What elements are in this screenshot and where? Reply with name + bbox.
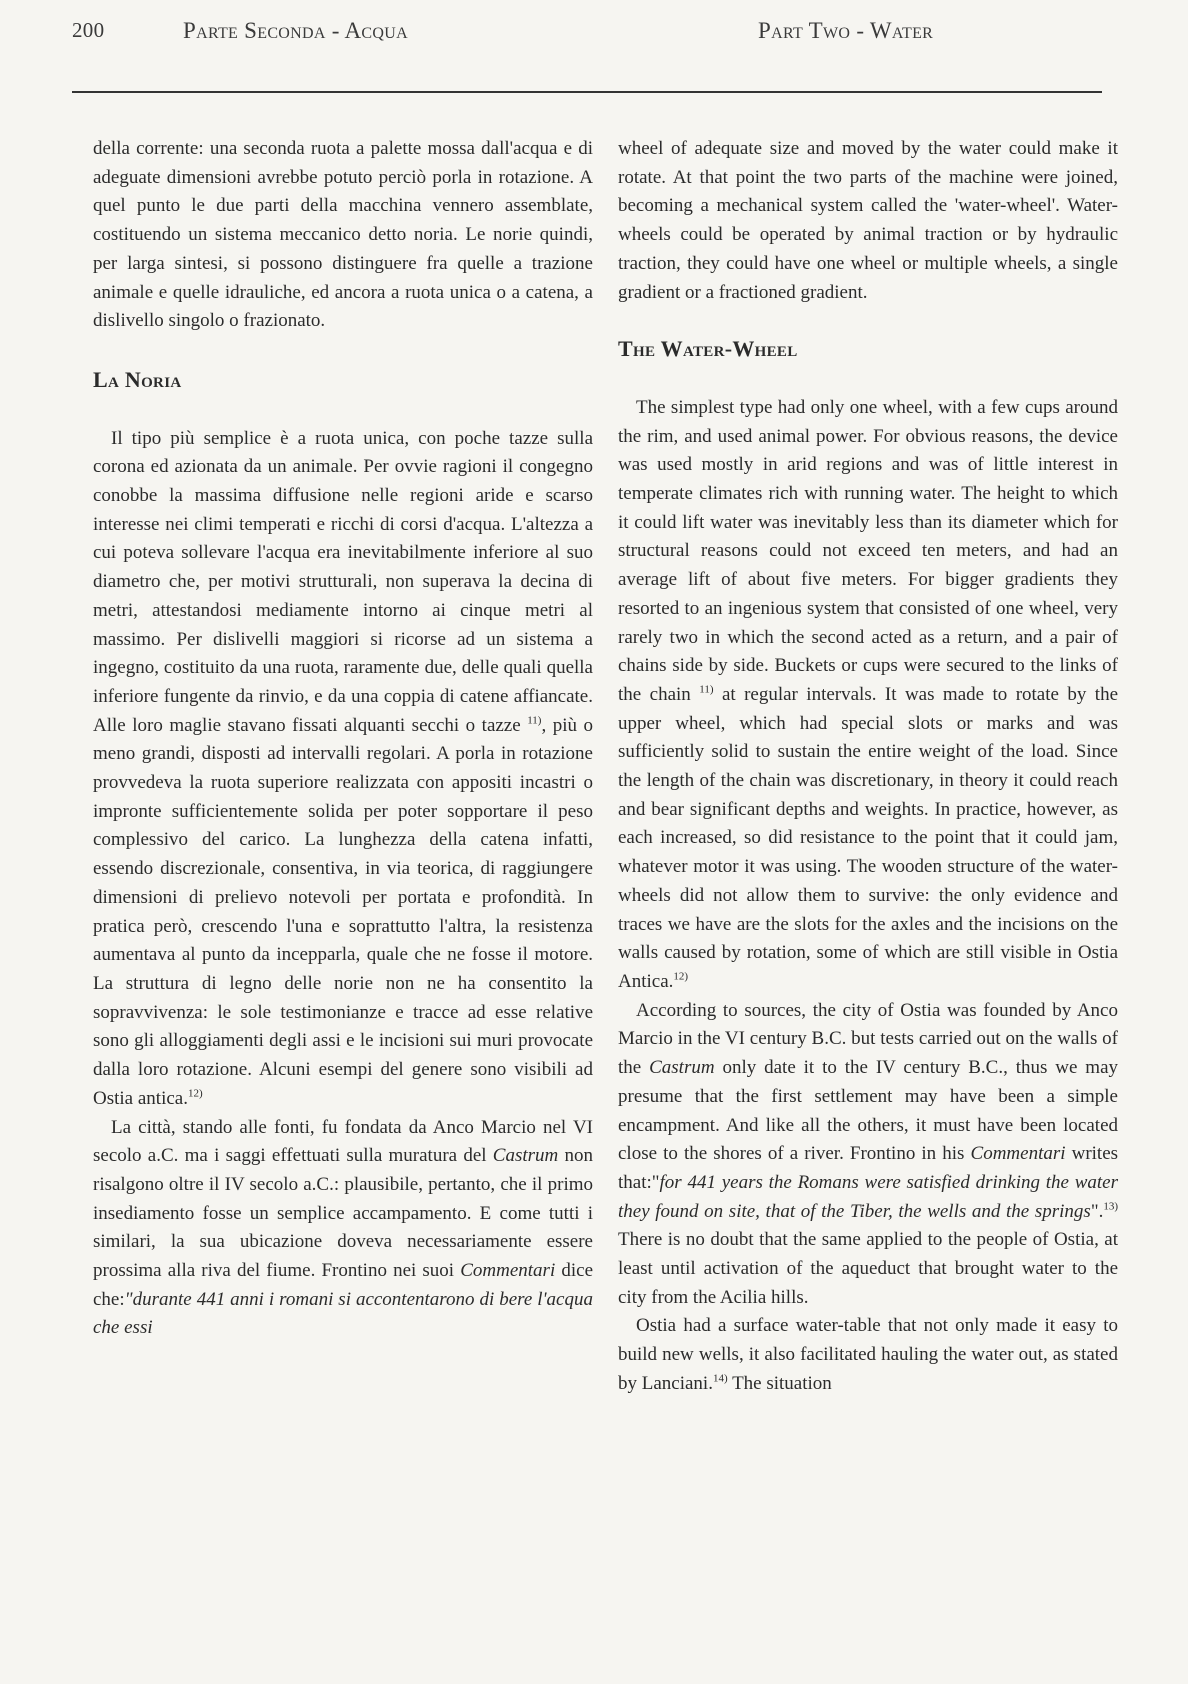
italian-p2-text-c: dice che: [93,1260,594,1310]
italian-section-heading: La Noria [93,366,182,392]
footnote-ref-11-en: 11) [699,683,714,696]
english-column [618,135,1118,1399]
italian-commentari: Commentari [460,1260,556,1282]
italian-paragraph-2 [93,1114,593,1344]
header-rule [72,91,1102,93]
english-castrum: Castrum [649,1057,715,1079]
italian-p1-text-a: Il tipo più semplice è a ruota unica, con poche tazze sulla corona ed azionata da un animale. Per ovvie ragioni il congegno conobbe la massima diffusione nelle regioni aride e scarso interesse nei climi temperati e ricchi di corsi d'acqua. L'altezza a cui poteva sollevare l'acqua era inevitabilmente inferiore al suo diametro che, per motivi strutturali, non superava la decina di metri, attestandosi mediamente intorno ai cinque metri al massimo. Per dislivelli maggiori si ricorse ad un sistema a ingegno, costituito da una ruota, raramente due, delle quali quella inferiore fungente da rinvio, e da una coppia di catene affiancate. Alle loro maglie stavano fissati alquanti secchi o tazze [93,427,593,736]
english-p2-text-d: ". [1090,1200,1104,1222]
english-intro-paragraph: wheel of adequate size and moved by the water could make it rotate. At that point the two parts of the machine were joined, becoming a mechanical system called the 'water-wheel'. Water-wheels could be operated by animal traction or by hydraulic traction, they could have one wheel or multiple wheels, a single gradient or a fractioned gradient. [618,138,1118,303]
english-p3-text-b: The situation [732,1372,832,1394]
footnote-ref-12-en: 12) [673,970,689,983]
english-section-heading: The Water-Wheel [618,336,798,362]
page-number: 200 [72,18,105,42]
italian-castrum: Castrum [492,1145,559,1167]
english-p2-text-b: only date it to the IV century B.C., thus we may presume that the first settlement may have been a simple encampment. And like all the others, it must have been located close to the shores of a river. Frontino in his [618,1057,1119,1165]
english-p3-text-a: Ostia had a surface water-table that not only made it easy to build new wells, it also facilitated hauling the water out, as stated by Lanciani. [618,1315,1118,1394]
english-quote: for 441 years the Romans were satisfied drinking the water they found on site, that of the Tiber, the wells and the springs [618,1171,1118,1222]
english-paragraph-3 [618,1312,1118,1398]
english-p2-text-a: According to sources, the city of Ostia was founded by Anco Marcio in the VI century B.C. but tests carried out on the walls of the [618,999,1118,1079]
italian-p2-text-b: non risalgono oltre il IV secolo a.C.: plausibile, pertanto, che il primo insediamento fosse un semplice accampamento. E come tutti i similari, la sua ubicazione doveva necessariamente essere prossima alla riva del fiume. Frontino nei suoi [93,1145,594,1282]
italian-paragraph-1 [93,425,593,1114]
footnote-ref-11: 11) [527,714,542,727]
footnote-ref-13-en: 13) [1103,1200,1118,1213]
english-paragraph-1 [618,394,1118,997]
footnote-ref-14-en: 14) [712,1372,728,1385]
running-header-italian: Parte Seconda - Acqua [183,18,408,43]
italian-intro-paragraph: della corrente: una seconda ruota a palette mossa dall'acqua e di adeguate dimensioni avrebbe potuto perciò porla in rotazione. A quel punto le due parti della macchina vennero assemblate, costituendo un sistema meccanico detto noria. Le norie quindi, per larga sintesi, si possono distinguere fra quelle a trazione animale e quelle idrauliche, ed ancora a ruota unica o a catena, a dislivello singolo o frazionato. [93,138,593,332]
italian-p1-text-b: , più o meno grandi, disposti ad intervalli regolari. A porla in rotazione provvedeva la ruota superiore realizzata con appositi incastri o impronte sufficientemente solida per poter sopportare il peso complessivo del carico. La lunghezza della catena infatti, essendo discrezionale, consentiva, in via teorica, di raggiungere dimensioni di prelievo notevoli per portata e profondità. In pratica però, crescendo l'una e soprattutto l'altra, la resistenza aumentava al punto da incepparla, quale che ne fosse il motore. La struttura di legno delle norie non ne ha consentito la sopravvivenza: le sole testimonianze e tracce ad esse relative sono gli alloggiamenti degli assi e le incisioni sui muri provocate dalla loro rotazione. Alcuni esempi del genere sono visibili ad Ostia antica. [93,714,594,1109]
italian-column [93,135,593,1343]
english-p2-text-c: writes that:" [618,1143,1119,1193]
running-header-english: Part Two - Water [758,18,934,43]
english-p1-text-a: The simplest type had only one wheel, with a few cups around the rim, and used animal power. For obvious reasons, the device was used mostly in arid regions and was of little interest in temperate climates rich with running water. The height to which it could lift water was inevitably less than its diameter which for structural reasons could not exceed ten meters, and had an average lift of about five meters. For bigger gradients they resorted to an ingenious system that consisted of one wheel, very rarely two in which the second acted as a return, and a pair of chains side by side. Buckets or cups were secured to the links of the chain [618,396,1118,705]
english-p2-text-e: There is no doubt that the same applied to the people of Ostia, at least until activation of the aqueduct that brought water to the city from the Acilia hills. [618,1229,1118,1308]
english-p1-text-b: at regular intervals. It was made to rotate by the upper wheel, which had special slots or marks and was sufficiently solid to sustain the entire weight of the load. Since the length of the chain was discretionary, in theory it could reach and bear significant depths and weights. In practice, however, as each increased, so did resistance to the point that it could jam, whatever motor it was using. The wooden structure of the water-wheels did not allow them to survive: the only evidence and traces we have are the slots for the axles and the incisions on the walls caused by rotation, some of which are still visible in Ostia Antica. [618,683,1119,992]
english-paragraph-2 [618,997,1118,1313]
footnote-ref-12: 12) [187,1087,203,1100]
italian-quote: "durante 441 anni i romani si accontentarono di bere l'acqua che essi [93,1288,593,1339]
english-commentari: Commentari [970,1143,1066,1165]
italian-p2-text-a: La città, stando alle fonti, fu fondata da Anco Marcio nel VI secolo a.C. ma i saggi effettuati sulla muratura del [93,1116,593,1167]
